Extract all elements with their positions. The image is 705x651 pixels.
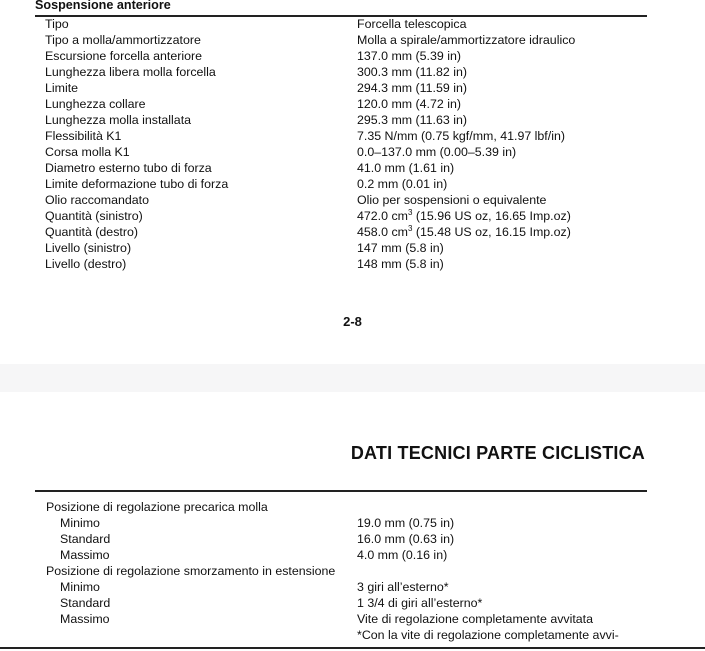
spec-value: 0.2 mm (0.01 in) [357,177,448,191]
spec-value: 0.0–137.0 mm (0.00–5.39 in) [357,145,517,159]
spec-value: Forcella telescopica [357,17,467,31]
spec-label: Lunghezza collare [45,97,146,111]
value-main: 458.0 cm [357,225,408,239]
spec-label: Corsa molla K1 [45,145,130,159]
unit-exponent: 3 [407,224,413,233]
spec-value [357,208,571,224]
title-rule [35,490,647,492]
value-main: 472.0 cm [357,209,408,223]
spec-label: Quantità (sinistro) [45,209,143,223]
spec-label: Livello (destro) [45,257,127,271]
spec-label: Minimo [60,516,100,530]
unit-exponent: 3 [407,208,413,217]
spec-value: 147 mm (5.8 in) [357,241,444,255]
spec-label: Massimo [60,612,110,626]
spec-label: Massimo [60,548,110,562]
spec-label: Limite [45,81,79,95]
spec-value: 4.0 mm (0.16 in) [357,548,448,562]
spec-value: 1 3/4 di giri all’esterno* [357,596,483,610]
spec-value: 7.35 N/mm (0.75 kgf/mm, 41.97 lbf/in) [357,129,565,143]
spec-group-heading: Posizione di regolazione precarica molla [46,500,268,514]
spec-label: Quantità (destro) [45,225,138,239]
spec-label: Tipo [45,17,69,31]
spec-value: 294.3 mm (11.59 in) [357,81,467,95]
spec-value: Olio per sospensioni o equivalente [357,193,547,207]
spec-value [357,224,571,240]
spec-label: Tipo a molla/ammortizzatore [45,33,201,47]
spec-label: Diametro esterno tubo di forza [45,161,212,175]
section-title: Sospensione anteriore [35,0,171,12]
spec-label: Lunghezza libera molla forcella [45,65,216,79]
spec-value: 295.3 mm (11.63 in) [357,113,467,127]
spec-label: Lunghezza molla installata [45,113,192,127]
spec-value: Molla a spirale/ammortizzatore idraulico [357,33,576,47]
spec-value: 3 giri all’esterno* [357,580,449,594]
spec-label: Standard [60,532,111,546]
value-detail: (15.96 US oz, 16.65 Imp.oz) [412,209,571,223]
page-number: 2-8 [343,314,362,329]
spec-value: 19.0 mm (0.75 in) [357,516,455,530]
spec-value: 137.0 mm (5.39 in) [357,49,461,63]
spec-value: 300.3 mm (11.82 in) [357,65,467,79]
spec-label: Livello (sinistro) [45,241,132,255]
spec-label: Olio raccomandato [45,193,149,207]
section-rule [35,15,647,17]
value-detail: (15.48 US oz, 16.15 Imp.oz) [412,225,571,239]
page-title: DATI TECNICI PARTE CICLISTICA [350,443,645,463]
spec-value: 148 mm (5.8 in) [357,257,444,271]
spec-footnote: *Con la vite di regolazione completamente avvi- [357,628,619,642]
bottom-rule [0,647,705,649]
spec-value: 120.0 mm (4.72 in) [357,97,461,111]
spec-label: Escursione forcella anteriore [45,49,203,63]
spec-group-heading: Posizione di regolazione smorzamento in estensione [46,564,336,578]
spec-label: Limite deformazione tubo di forza [45,177,229,191]
spec-value: 16.0 mm (0.63 in) [357,532,455,546]
spec-value: 41.0 mm (1.61 in) [357,161,455,175]
manual-page-chassis-specs [0,392,705,651]
spec-label: Minimo [60,580,100,594]
spec-value: Vite di regolazione completamente avvitata [357,612,594,626]
spec-label: Standard [60,596,111,610]
spec-label: Flessibilità K1 [45,129,122,143]
